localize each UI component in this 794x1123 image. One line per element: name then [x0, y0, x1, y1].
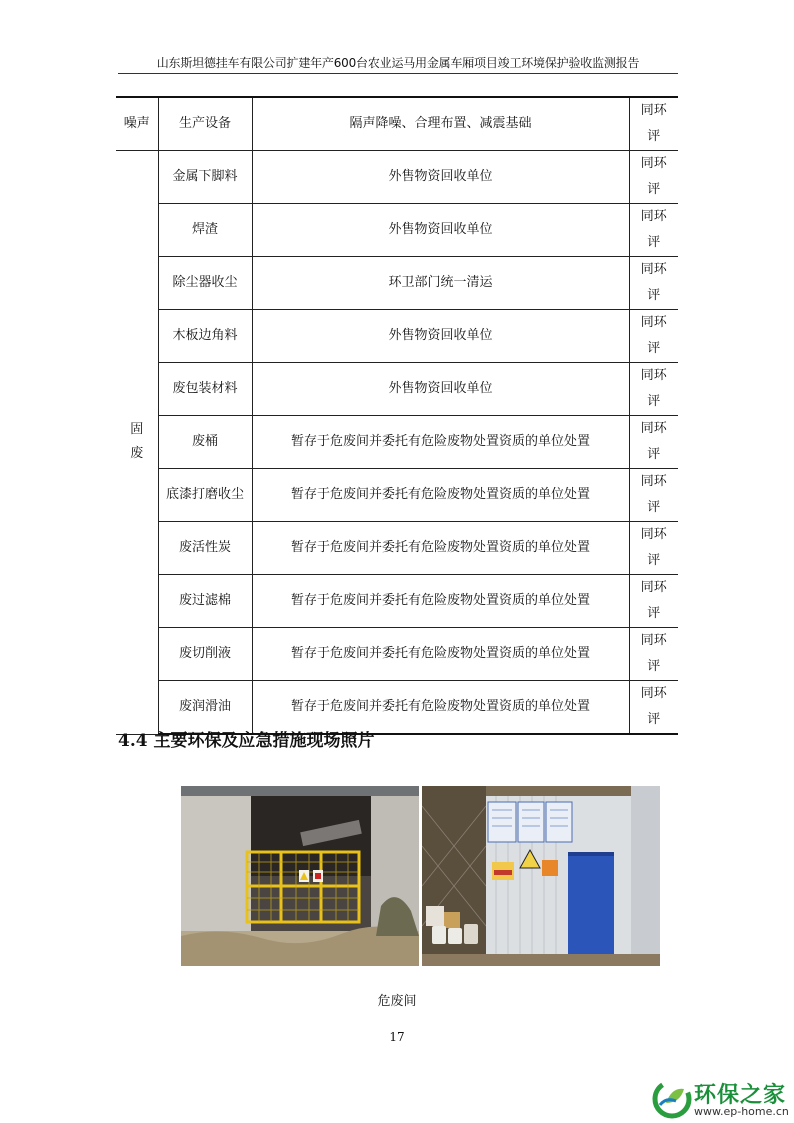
item-cell: 废润滑油 [158, 681, 252, 735]
watermark [652, 1078, 792, 1120]
table-row [116, 628, 678, 681]
status-cell: 同环评 [629, 363, 678, 416]
table-row [116, 575, 678, 628]
page-number: 17 [389, 1030, 405, 1044]
category-cell: 固废 [116, 151, 158, 735]
table-row [116, 416, 678, 469]
measure-cell: 外售物资回收单位 [252, 363, 629, 416]
status-cell: 同环评 [629, 310, 678, 363]
measure-cell: 暂存于危废间并委托有危险废物处置资质的单位处置 [252, 681, 629, 735]
measure-cell: 环卫部门统一清运 [252, 257, 629, 310]
page-header: 山东斯坦德挂车有限公司扩建年产600台农业运马用金属车厢项目竣工环境保护验收监测报告 [118, 53, 678, 74]
measure-cell: 暂存于危废间并委托有危险废物处置资质的单位处置 [252, 522, 629, 575]
source-cell: 生产设备 [158, 97, 252, 151]
measure-cell: 隔声降噪、合理布置、减震基础 [252, 97, 629, 151]
measure-cell: 暂存于危废间并委托有危险废物处置资质的单位处置 [252, 469, 629, 522]
status-cell: 同环评 [629, 151, 678, 204]
measure-cell: 外售物资回收单位 [252, 151, 629, 204]
status-cell: 同环评 [629, 681, 678, 735]
table-row [116, 204, 678, 257]
status-cell: 同环评 [629, 575, 678, 628]
measure-cell: 外售物资回收单位 [252, 310, 629, 363]
hazwaste-room-photo [422, 786, 660, 966]
measure-cell: 外售物资回收单位 [252, 204, 629, 257]
status-cell: 同环评 [629, 416, 678, 469]
watermark-title: 环保之家 [694, 1083, 787, 1108]
measures-table [116, 96, 678, 735]
status-cell: 同环评 [629, 628, 678, 681]
table-row [116, 522, 678, 575]
status-cell: 同环评 [629, 204, 678, 257]
measure-cell: 暂存于危废间并委托有危险废物处置资质的单位处置 [252, 628, 629, 681]
item-cell: 废切削液 [158, 628, 252, 681]
item-cell: 废活性炭 [158, 522, 252, 575]
status-cell: 同环评 [629, 257, 678, 310]
table-row [116, 469, 678, 522]
item-cell: 废桶 [158, 416, 252, 469]
status-cell: 同环评 [629, 522, 678, 575]
section-title: 4.4 主要环保及应急措施现场照片 [118, 731, 375, 751]
table-row [116, 257, 678, 310]
watermark-url: www.ep-home.cn [694, 1105, 789, 1118]
item-cell: 废过滤棉 [158, 575, 252, 628]
item-cell: 废包装材料 [158, 363, 252, 416]
item-cell: 木板边角料 [158, 310, 252, 363]
table-row [116, 151, 678, 204]
status-cell: 同环评 [629, 469, 678, 522]
item-cell: 除尘器收尘 [158, 257, 252, 310]
category-cell: 噪声 [116, 97, 158, 151]
table-row [116, 97, 678, 151]
leaf-logo-icon [652, 1079, 692, 1119]
status-cell: 同环评 [629, 97, 678, 151]
table-row [116, 363, 678, 416]
table-row [116, 310, 678, 363]
item-cell: 焊渣 [158, 204, 252, 257]
item-cell: 金属下脚料 [158, 151, 252, 204]
photo-caption: 危废间 [377, 994, 417, 1009]
hazwaste-gate-photo [181, 786, 419, 966]
measure-cell: 暂存于危废间并委托有危险废物处置资质的单位处置 [252, 575, 629, 628]
measure-cell: 暂存于危废间并委托有危险废物处置资质的单位处置 [252, 416, 629, 469]
item-cell: 底漆打磨收尘 [158, 469, 252, 522]
photo-strip [181, 786, 660, 966]
